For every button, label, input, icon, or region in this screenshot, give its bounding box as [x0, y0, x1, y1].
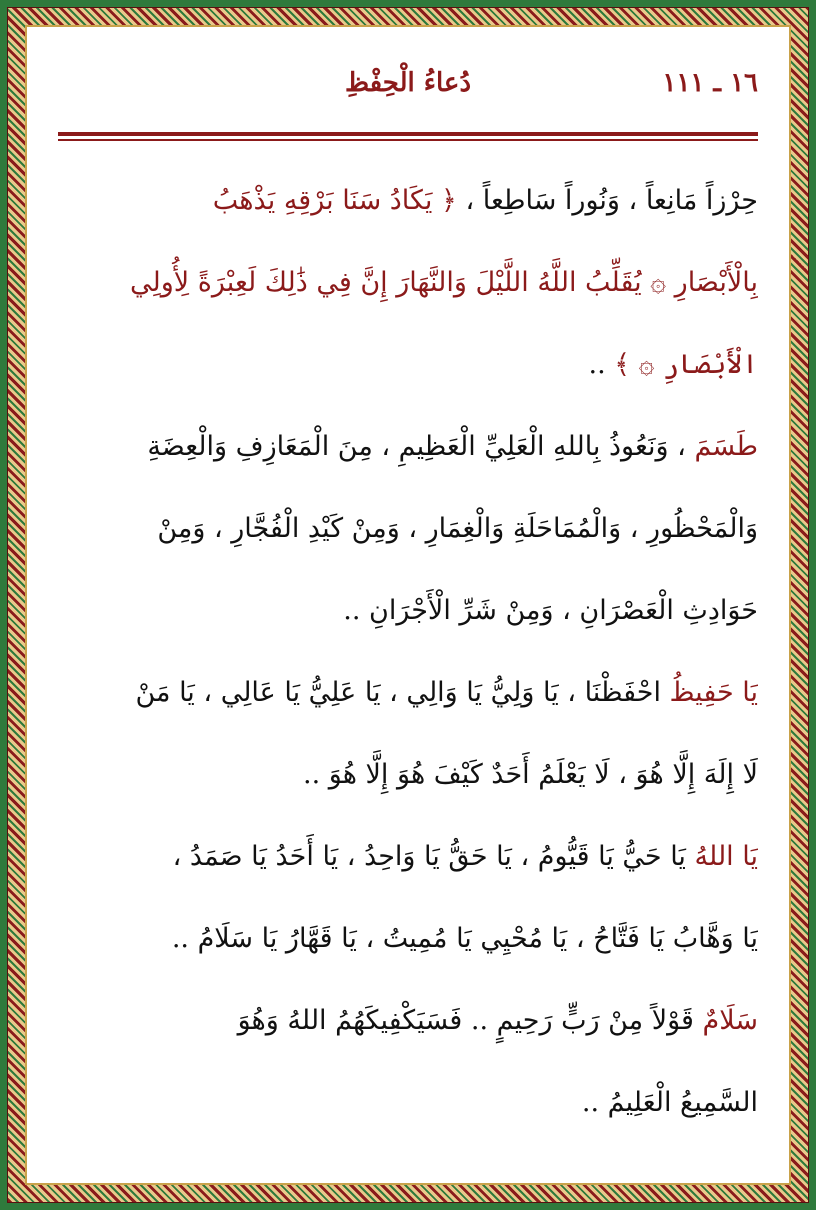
- text-line: [58, 1062, 758, 1144]
- paragraph: [58, 980, 758, 1144]
- text-span: يَا وَهَّابُ يَا فَتَّاحُ ، يَا مُحْيِي يَا مُمِيتُ ، يَا قَهَّارُ يَا سَلَامُ ..: [171, 923, 758, 954]
- text-span: لَا إِلَهَ إِلَّا هُوَ ، لَا يَعْلَمُ أَحَدٌ كَيْفَ هُوَ إِلَّا هُوَ ..: [303, 759, 758, 790]
- page-number-range: ١٦ ـ ١١١: [662, 68, 758, 98]
- paragraph: [58, 406, 758, 652]
- text-line: [58, 898, 758, 980]
- text-span: ..: [588, 349, 615, 380]
- header-rule-thin: [58, 139, 758, 141]
- text-line: [58, 570, 758, 652]
- text-line: [58, 488, 758, 570]
- chapter-title: دُعاءُ الْحِفْظِ: [344, 68, 472, 98]
- text-line: [58, 324, 758, 406]
- text-span: حِرْزاً مَانِعاً ، وَنُوراً سَاطِعاً ،: [456, 185, 758, 216]
- text-line: [58, 242, 758, 324]
- paragraph: [58, 652, 758, 816]
- text-line: [58, 980, 758, 1062]
- highlight-span: طَسَمَ: [694, 431, 758, 462]
- highlight-span: يَا اللهُ: [694, 841, 758, 872]
- text-line: [58, 652, 758, 734]
- text-line: [58, 816, 758, 898]
- quran-verse-span: الْأَبْصَارِ ۞ ﴾: [614, 349, 758, 380]
- highlight-span: يَا حَفِيظُ: [669, 677, 758, 708]
- text-span: السَّمِيعُ الْعَلِيمُ ..: [581, 1087, 758, 1118]
- text-line: [58, 406, 758, 488]
- text-span: يَا حَيُّ يَا قَيُّومُ ، يَا حَقُّ يَا وَاحِدُ ، يَا أَحَدُ يَا صَمَدُ ،: [172, 841, 695, 872]
- text-span: احْفَظْنَا ، يَا وَلِيُّ يَا وَالِي ، يَا عَلِيُّ يَا عَالِي ، يَا مَنْ: [135, 677, 670, 708]
- text-span: حَوَادِثِ الْعَصْرَانِ ، وَمِنْ شَرِّ الْأَجْرَانِ ..: [343, 595, 758, 626]
- text-span: قَوْلاً مِنْ رَبٍّ رَحِيمٍ .. فَسَيَكْفِيكَهُمُ اللهُ وَهُوَ: [237, 1005, 703, 1036]
- quran-verse-span: ﴿ يَكَادُ سَنَا بَرْقِهِ يَذْهَبُ: [212, 185, 457, 216]
- text-span: ، وَنَعُوذُ بِاللهِ الْعَلِيِّ الْعَظِيمِ ، مِنَ الْمَعَازِفِ وَالْعِضَةِ: [147, 431, 695, 462]
- text-line: [58, 734, 758, 816]
- quran-verse-span: بِالْأَبْصَارِ ۞ يُقَلِّبُ اللَّهُ اللَّيْلَ وَالنَّهَارَ إِنَّ فِي ذَٰلِكَ لَعِبْرَةً لِأُولِي: [130, 267, 758, 298]
- paragraph: [58, 816, 758, 980]
- header-rule-thick: [58, 132, 758, 136]
- paragraph: [58, 160, 758, 406]
- highlight-span: سَلَامٌ: [702, 1005, 758, 1036]
- running-header: [58, 58, 758, 108]
- text-span: وَالْمَحْظُورِ ، وَالْمُمَاحَلَةِ وَالْغِمَارِ ، وَمِنْ كَيْدِ الْفُجَّارِ ، وَمِنْ: [157, 513, 758, 544]
- text-line: [58, 160, 758, 242]
- prayer-text: [58, 160, 758, 1144]
